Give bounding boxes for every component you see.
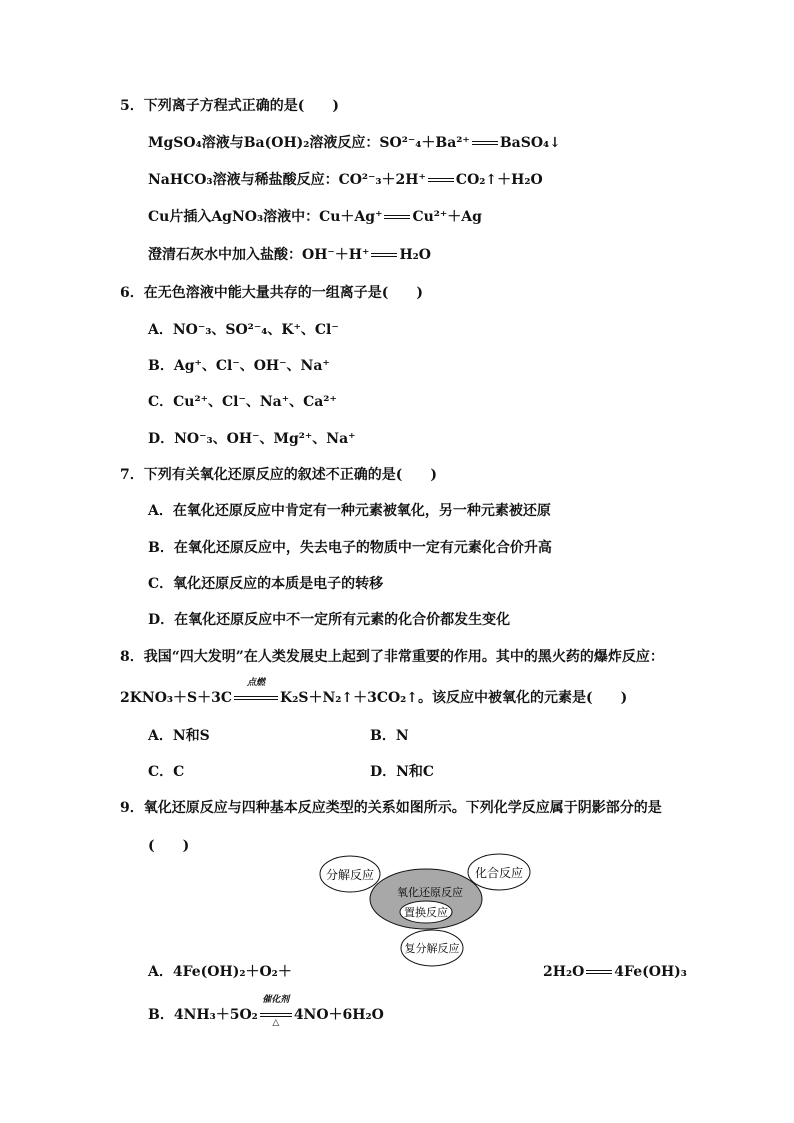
q9-option-b-left: B．4NH₃＋5O₂ [148,1007,258,1023]
q5-option-c [148,208,482,226]
reaction-condition: 点燃 [247,678,266,688]
q9-option-b-right: 4NO＋6H₂O [293,1007,384,1023]
q9-option-a-right-text: 2H₂O [543,964,585,980]
q9-option-a-right [543,963,687,981]
equals-sign [384,215,410,219]
q6-option-d: D．NO⁻₃、OH⁻、Mg²⁺、Na⁺ [148,431,356,447]
heat-label: △ [272,1018,280,1028]
q9-option-a-left: A．4Fe(OH)₂＋O₂＋ [148,964,292,980]
q9-paren: ( ) [148,838,190,854]
q6-stem: 6．在无色溶液中能大量共存的一组离子是( ) [120,285,423,301]
reaction-arrow [234,678,278,707]
q8-option-a: A．N和S [148,728,210,744]
q5-option-d-tail: H₂O [399,247,431,263]
redox-label: 氧化还原反应 [397,886,463,899]
q8-eq-right: K₂S＋N₂↑＋3CO₂↑。该反应中被氧化的元素是( ) [280,690,628,706]
q5-option-d-text: 澄清石灰水中加入盐酸：OH⁻＋H⁺ [148,247,370,263]
q7-option-b: B．在氧化还原反应中，失去电子的物质中一定有元素化合价升高 [148,540,552,556]
q5-option-a-text: MgSO₄溶液与Ba(OH)₂溶液反应：SO²⁻₄＋Ba²⁺ [148,135,470,151]
q5-option-d [148,246,431,264]
q9-stem: 9．氧化还原反应与四种基本反应类型的关系如图所示。下列化学反应属于阴影部分的是 [120,800,662,816]
q8-equation [120,678,628,707]
combination-label: 化合反应 [474,866,524,880]
equals-sign [371,253,397,257]
reaction-type-diagram [318,848,534,970]
q8-option-d: D．N和C [370,764,435,780]
q7-option-a: A．在氧化还原反应中肯定有一种元素被氧化，另一种元素被还原 [148,503,551,519]
q8-eq-left: 2KNO₃＋S＋3C [120,690,233,706]
catalyst-label: 催化剂 [262,995,290,1005]
q8-stem: 8．我国“四大发明”在人类发展史上起到了非常重要的作用。其中的黑火药的爆炸反应： [120,649,664,665]
double-decomposition-label: 复分解反应 [404,942,460,955]
q5-option-b-tail: CO₂↑＋H₂O [455,172,543,188]
displacement-label: 置换反应 [404,906,448,919]
decomposition-label: 分解反应 [325,868,375,882]
q5-stem: 5．下列离子方程式正确的是( ) [120,98,339,114]
q5-option-a-tail: BaSO₄↓ [499,135,561,151]
q5-option-a [148,134,561,152]
reaction-arrow [260,995,292,1028]
q6-option-b: B．Ag⁺、Cl⁻、OH⁻、Na⁺ [148,358,330,374]
q5-option-c-text: Cu片插入AgNO₃溶液中：Cu＋Ag⁺ [148,209,383,225]
q9-option-a-tail: 4Fe(OH)₃ [614,964,687,980]
equals-sign [586,970,612,974]
q7-stem: 7．下列有关氧化还原反应的叙述不正确的是( ) [120,467,437,483]
q5-option-b-text: NaHCO₃溶液与稀盐酸反应：CO²⁻₃＋2H⁺ [148,172,426,188]
equals-sign [472,141,498,145]
q7-option-d: D．在氧化还原反应中不一定所有元素的化合价都发生变化 [148,612,511,628]
q5-option-c-tail: Cu²⁺＋Ag [412,209,482,225]
q8-option-c: C．C [148,764,185,780]
q5-option-b [148,171,543,189]
q8-option-b: B．N [370,728,409,744]
q6-option-a: A．NO⁻₃、SO²⁻₄、K⁺、Cl⁻ [148,322,339,338]
q6-option-c: C．Cu²⁺、Cl⁻、Na⁺、Ca²⁺ [148,394,337,410]
q7-option-c: C．氧化还原反应的本质是电子的转移 [148,576,384,592]
equals-sign [428,178,454,182]
q9-option-b [148,995,384,1028]
